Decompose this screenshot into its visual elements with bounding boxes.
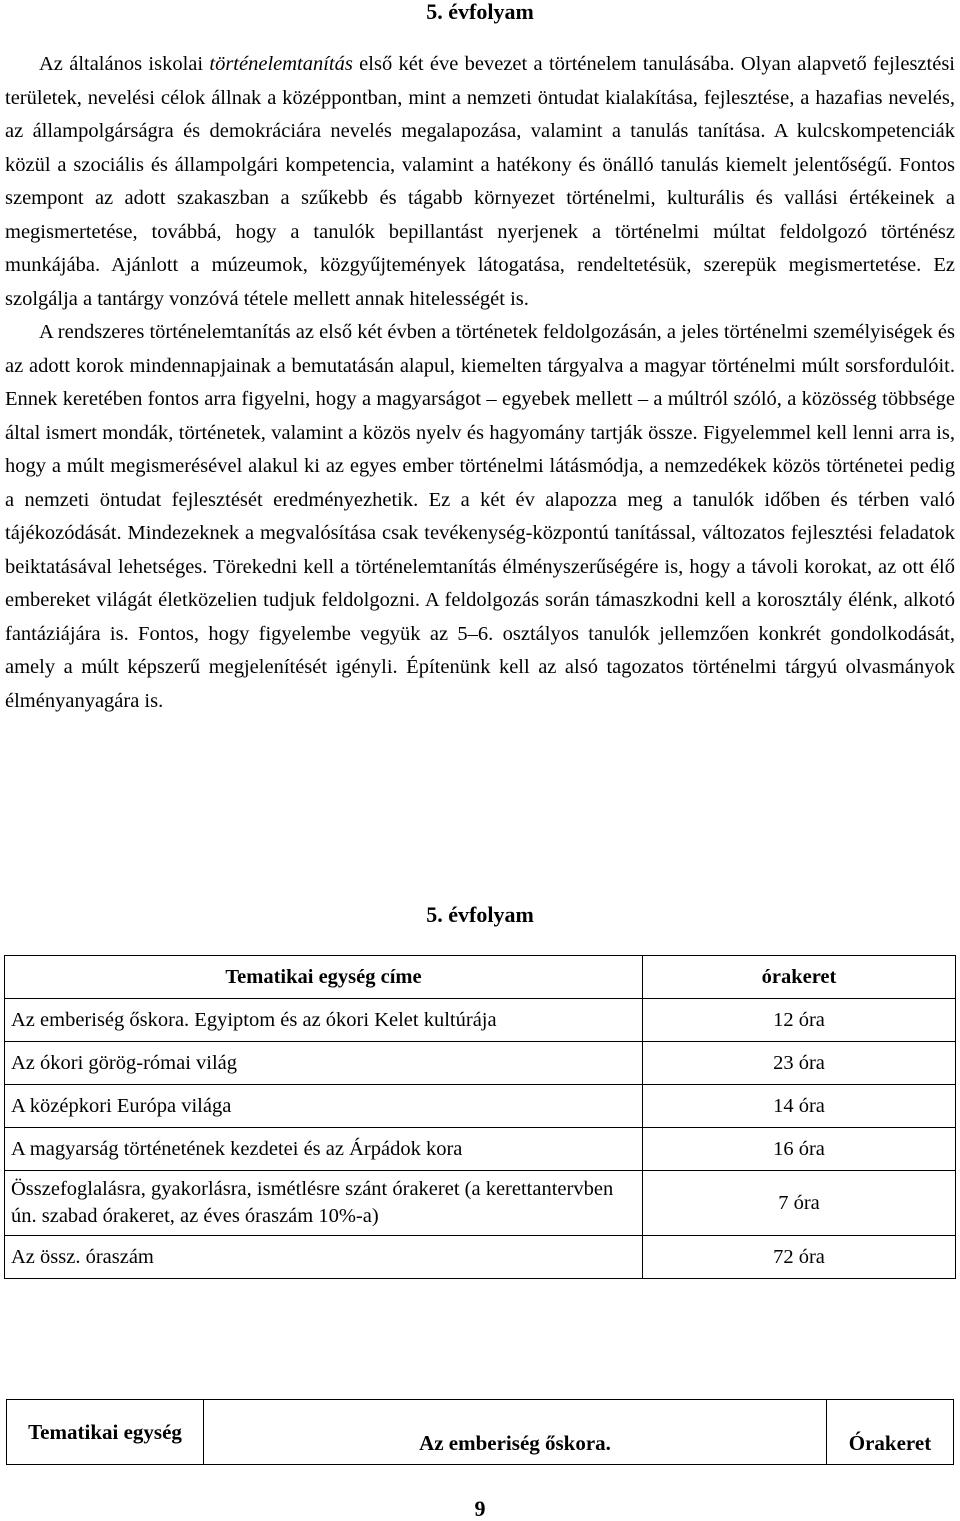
unit-title: Az emberiség őskora. (204, 1400, 827, 1465)
topics-header-topic: Tematikai egység címe (5, 956, 643, 999)
intro-paragraph-2: A rendszeres történelemtanítás az első két évben a történetek feldolgozásán, a jeles történelmi személyiségek és az adott korok mindennapjainak a bemutatásán alapul, kiemelten tárgyalva a magyar történelmi múlt sorsfordulóit. Ennek keretében fontos arra figyelni, hogy a magyarságot – egyebek mellett – a múltról szóló, a közösség többsége által ismert mondák, történetek, valamint a közös nyelv és hagyomány tartják össze. Figyelemmel kell lenni arra is, hogy a múlt megismerésével alakul ki az egyes ember történelmi látásmódja, a nemzedékek közös történetei pedig a nemzeti öntudat fejlesztését eredményezhetik. Ez a két év alapozza meg a tanulók időben és térben való tájékozódását. Mindezeknek a megvalósítása csak tevékenység-központú tanítással, változatos fejlesztési feladatok beiktatásával lehetséges. Törekedni kell a történelemtanítás élményszerűségére is, hogy a távoli korokat, az ott élő embereket világát életközelien tudjuk feldolgozni. A feldolgozás során támaszkodni kell a korosztály élénk, alkotó fantáziájára is. Fontos, hogy figyelembe vegyük az 5–6. osztályos tanulók jellemzően konkrét gondolkodását, amely a múlt képszerű megjelenítését igényli. Építenünk kell az alsó tagozatos történelmi tárgyú olvasmányok élményanyagára is. (5, 321, 955, 712)
topic-cell: Az emberiség őskora. Egyiptom és az ókori Kelet kultúrája (5, 999, 643, 1042)
topic-cell: Az ókori görög-római világ (5, 1042, 643, 1085)
unit-hours-label: Órakeret (827, 1400, 954, 1465)
unit-row (7, 1400, 954, 1465)
topic-cell: Összefoglalásra, gyakorlásra, ismétlésre szánt órakeret (a kerettantervben ún. szabad órakeret, az éves óraszám 10%-a) (5, 1171, 643, 1236)
page-number: 9 (474, 1496, 486, 1521)
unit-label: Tematikai egység (7, 1400, 204, 1465)
page-title: 5. évfolyam (426, 0, 534, 24)
hours-cell: 16 óra (643, 1128, 956, 1171)
topic-cell: Az össz. óraszám (5, 1236, 643, 1279)
topics-header-hours: órakeret (643, 956, 956, 999)
table-row (5, 999, 956, 1042)
hours-cell: 72 óra (643, 1236, 956, 1279)
table-row (5, 1128, 956, 1171)
intro-paragraph-1 (5, 48, 955, 316)
intro-p1-italic: történelemtanítás (209, 53, 353, 75)
intro-p1-start: Az általános iskolai (39, 53, 210, 75)
hours-cell: 23 óra (643, 1042, 956, 1085)
hours-cell: 7 óra (643, 1171, 956, 1236)
table-row (5, 1236, 956, 1279)
table-row (5, 1042, 956, 1085)
topics-header-row (5, 956, 956, 999)
topics-table (4, 955, 956, 1279)
topic-cell: A magyarság történetének kezdetei és az Árpádok kora (5, 1128, 643, 1171)
unit-table (6, 1399, 954, 1465)
table-row (5, 1171, 956, 1236)
hours-cell: 14 óra (643, 1085, 956, 1128)
intro-p1-rest: első két éve bevezet a történelem tanulásába. Olyan alapvető fejlesztési területek, nevelési célok állnak a középpontban, mint a nemzeti öntudat kialakítása, fejlesztése, a hazafias nevelés, az állampolgárságra és demokráciára nevelés megalapozása, valamint a tanulás tanítása. A kulcskompetenciák közül a szociális és állampolgári kompetencia, valamint a hatékony és önálló tanulás kiemelt jelentőségű. Fontos szempont az adott szakaszban a szűkebb és tágabb környezet történelmi, kulturális és vallási értékeinek a megismertetése, továbbá, hogy a tanulók bepillantást nyerjenek a történelmi múltat feldolgozó történész munkájába. Ajánlott a múzeumok, közgyűjtemények látogatása, rendeltetésük, szerepük megismertetése. Ez szolgálja a tantárgy vonzóvá tétele mellett annak hitelességét is. (5, 53, 955, 310)
topic-cell: A középkori Európa világa (5, 1085, 643, 1128)
section-title: 5. évfolyam (426, 902, 534, 927)
hours-cell: 12 óra (643, 999, 956, 1042)
intro-text (5, 48, 955, 718)
table-row (5, 1085, 956, 1128)
